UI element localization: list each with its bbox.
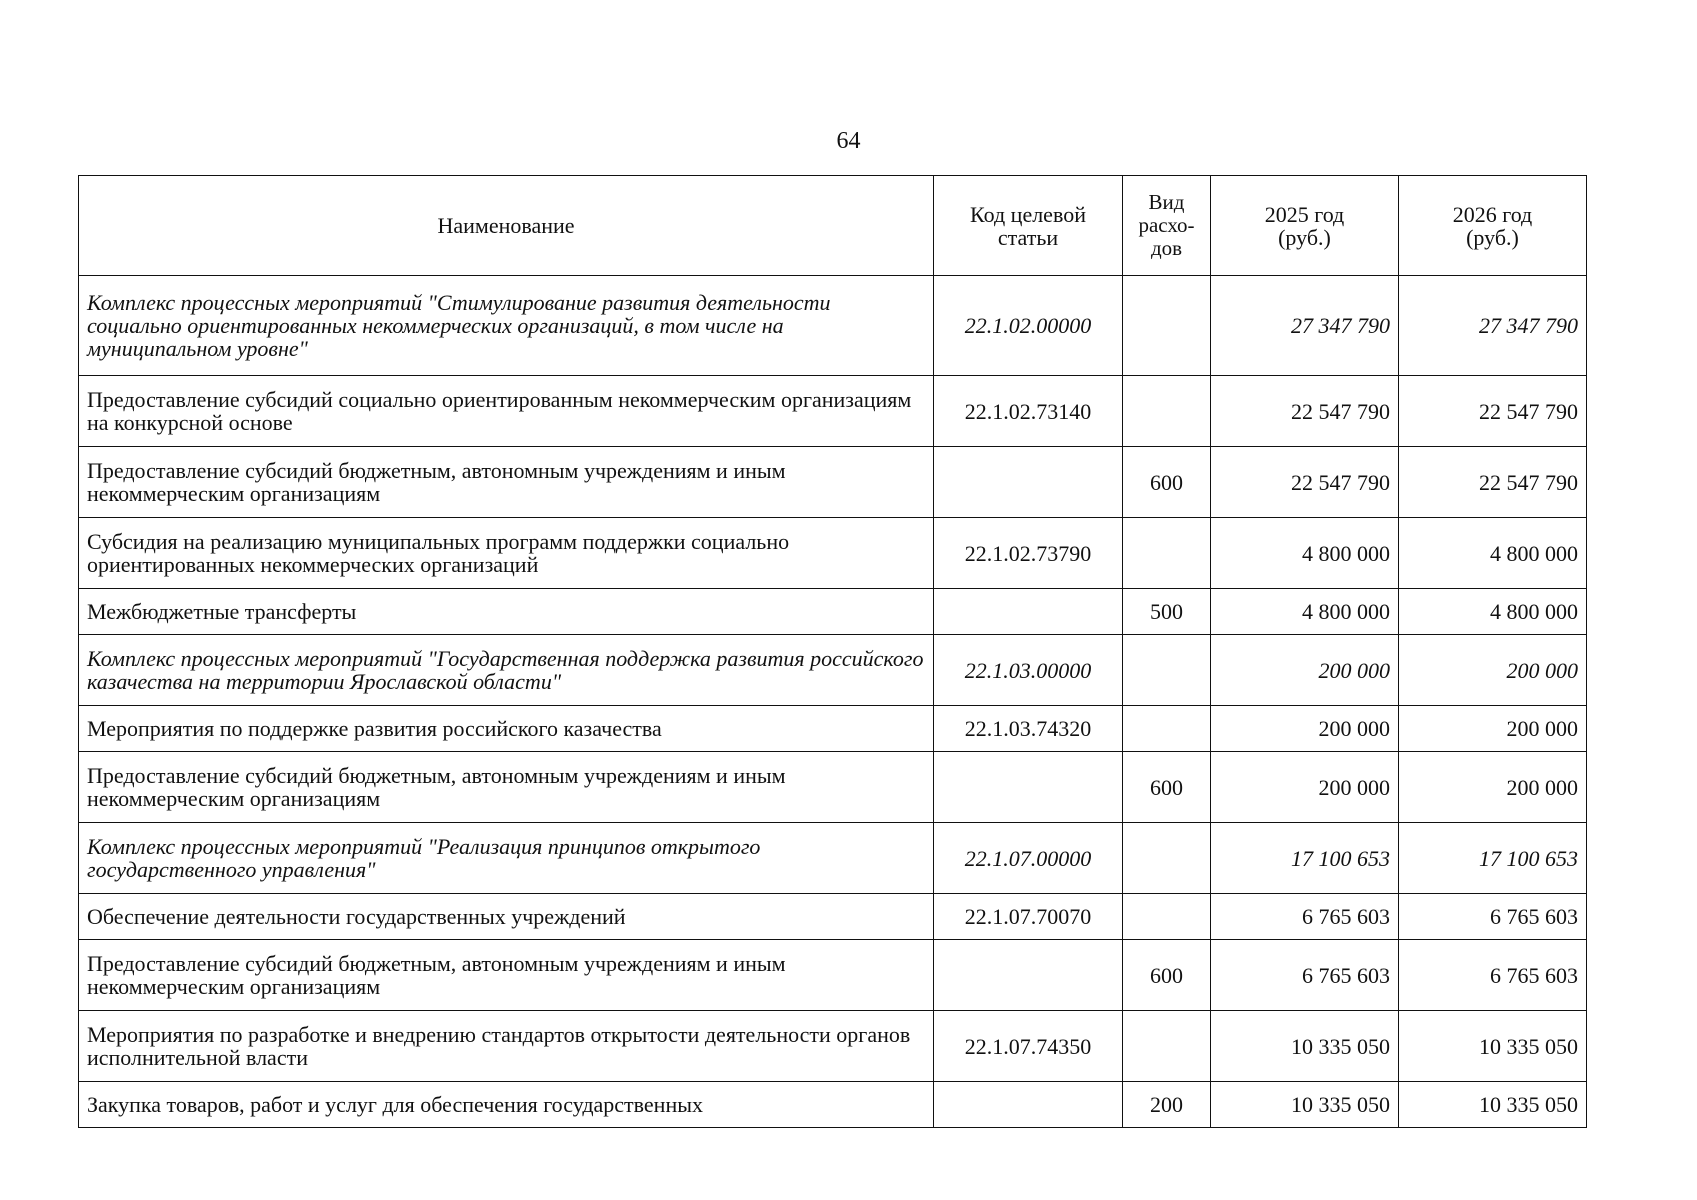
row-amount-2025: 200 000 xyxy=(1211,706,1399,752)
table-row xyxy=(79,276,1587,376)
row-amount-2025: 4 800 000 xyxy=(1211,589,1399,635)
page-number: 64 xyxy=(836,128,861,154)
row-amount-2025: 22 547 790 xyxy=(1211,376,1399,447)
row-amount-2025: 6 765 603 xyxy=(1211,894,1399,940)
table-row xyxy=(79,752,1587,823)
row-code: 22.1.07.74350 xyxy=(934,1011,1123,1082)
row-amount-2025: 10 335 050 xyxy=(1211,1082,1399,1128)
row-amount-2026: 27 347 790 xyxy=(1399,276,1587,376)
table-row xyxy=(79,518,1587,589)
header-name: Наименование xyxy=(79,176,934,276)
row-amount-2025: 10 335 050 xyxy=(1211,1011,1399,1082)
row-amount-2025: 4 800 000 xyxy=(1211,518,1399,589)
row-code xyxy=(934,940,1123,1011)
row-name: Межбюджетные трансферты xyxy=(79,589,934,635)
row-amount-2026: 22 547 790 xyxy=(1399,447,1587,518)
row-amount-2026: 10 335 050 xyxy=(1399,1082,1587,1128)
row-amount-2026: 200 000 xyxy=(1399,706,1587,752)
table-row xyxy=(79,823,1587,894)
row-code: 22.1.03.74320 xyxy=(934,706,1123,752)
table-row xyxy=(79,635,1587,706)
row-name: Комплекс процессных мероприятий "Реализация принципов открытого государственного управления" xyxy=(79,823,934,894)
row-code: 22.1.03.00000 xyxy=(934,635,1123,706)
table-row xyxy=(79,894,1587,940)
row-amount-2025: 22 547 790 xyxy=(1211,447,1399,518)
row-amount-2026: 22 547 790 xyxy=(1399,376,1587,447)
row-amount-2026: 10 335 050 xyxy=(1399,1011,1587,1082)
row-code xyxy=(934,752,1123,823)
row-name: Предоставление субсидий бюджетным, автономным учреждениям и иным некоммерческим организациям xyxy=(79,447,934,518)
row-amount-2025: 27 347 790 xyxy=(1211,276,1399,376)
row-amount-2025: 200 000 xyxy=(1211,635,1399,706)
table-row xyxy=(79,706,1587,752)
header-code: Код целевой статьи xyxy=(934,176,1123,276)
table-row xyxy=(79,1011,1587,1082)
row-expense-type xyxy=(1123,894,1211,940)
table-row xyxy=(79,589,1587,635)
row-expense-type xyxy=(1123,706,1211,752)
row-name: Субсидия на реализацию муниципальных программ поддержки социально ориентированных некоммерческих организаций xyxy=(79,518,934,589)
table-row xyxy=(79,940,1587,1011)
row-name: Комплекс процессных мероприятий "Государственная поддержка развития российского казачества на территории Ярославской области" xyxy=(79,635,934,706)
row-code xyxy=(934,1082,1123,1128)
row-code: 22.1.02.00000 xyxy=(934,276,1123,376)
row-name: Закупка товаров, работ и услуг для обеспечения государственных xyxy=(79,1082,934,1128)
row-expense-type xyxy=(1123,276,1211,376)
table-row xyxy=(79,1082,1587,1128)
row-amount-2025: 17 100 653 xyxy=(1211,823,1399,894)
row-code xyxy=(934,589,1123,635)
row-amount-2025: 6 765 603 xyxy=(1211,940,1399,1011)
row-amount-2026: 6 765 603 xyxy=(1399,940,1587,1011)
budget-table xyxy=(78,175,1587,1128)
row-code: 22.1.07.00000 xyxy=(934,823,1123,894)
row-name: Предоставление субсидий социально ориентированным некоммерческим организациям на конкурсной основе xyxy=(79,376,934,447)
row-code: 22.1.02.73140 xyxy=(934,376,1123,447)
row-expense-type xyxy=(1123,376,1211,447)
header-2025: 2025 год (руб.) xyxy=(1211,176,1399,276)
row-expense-type: 500 xyxy=(1123,589,1211,635)
row-amount-2025: 200 000 xyxy=(1211,752,1399,823)
row-code xyxy=(934,447,1123,518)
row-amount-2026: 4 800 000 xyxy=(1399,589,1587,635)
row-amount-2026: 4 800 000 xyxy=(1399,518,1587,589)
row-code: 22.1.07.70070 xyxy=(934,894,1123,940)
header-2026: 2026 год (руб.) xyxy=(1399,176,1587,276)
row-amount-2026: 17 100 653 xyxy=(1399,823,1587,894)
row-name: Мероприятия по поддержке развития российского казачества xyxy=(79,706,934,752)
row-expense-type: 600 xyxy=(1123,752,1211,823)
table-row xyxy=(79,447,1587,518)
row-name: Предоставление субсидий бюджетным, автономным учреждениям и иным некоммерческим организациям xyxy=(79,752,934,823)
row-amount-2026: 200 000 xyxy=(1399,752,1587,823)
row-amount-2026: 6 765 603 xyxy=(1399,894,1587,940)
row-expense-type xyxy=(1123,823,1211,894)
row-name: Мероприятия по разработке и внедрению стандартов открытости деятельности органов исполнительной власти xyxy=(79,1011,934,1082)
table-header-row xyxy=(79,176,1587,276)
row-expense-type: 600 xyxy=(1123,447,1211,518)
table-row xyxy=(79,376,1587,447)
row-expense-type xyxy=(1123,635,1211,706)
row-expense-type: 200 xyxy=(1123,1082,1211,1128)
header-expense-type: Вид расхо- дов xyxy=(1123,176,1211,276)
row-expense-type xyxy=(1123,518,1211,589)
row-code: 22.1.02.73790 xyxy=(934,518,1123,589)
row-amount-2026: 200 000 xyxy=(1399,635,1587,706)
row-expense-type xyxy=(1123,1011,1211,1082)
row-name: Комплекс процессных мероприятий "Стимулирование развития деятельности социально ориентированных некоммерческих организаций, в том числе на муниципальном уровне" xyxy=(79,276,934,376)
row-name: Обеспечение деятельности государственных учреждений xyxy=(79,894,934,940)
row-name: Предоставление субсидий бюджетным, автономным учреждениям и иным некоммерческим организациям xyxy=(79,940,934,1011)
row-expense-type: 600 xyxy=(1123,940,1211,1011)
